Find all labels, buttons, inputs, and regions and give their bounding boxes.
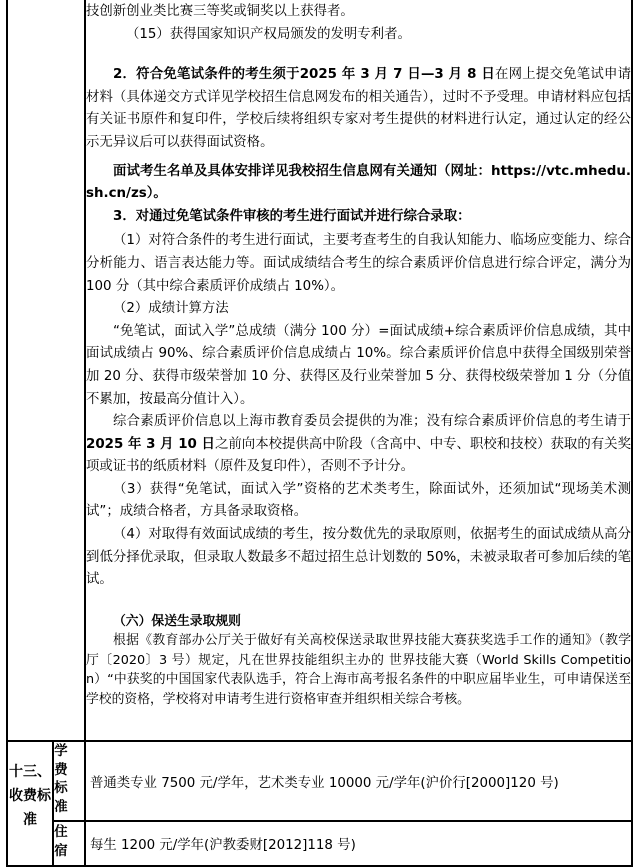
paragraph-item-15: （15）获得国家知识产权局颁发的发明专利者。 <box>126 26 411 42</box>
paragraph-4-text: 3．对通过免笔试条件审核的考生进行面试并进行综合录取： <box>113 208 471 224</box>
section-heading-6-text: （六）保送生录取规则 <box>113 613 241 629</box>
paragraph-5: （1）对符合条件的考生进行面试，主要考查考生的自我认知能力、临场应变能力、综合分析能力、语言表达能力等。面试成绩结合考生的综合素质评价信息进行综合评定，满分为 100 分（其中综合素质评价成绩占 10%）。 <box>86 233 631 294</box>
tuition-label: 学费标准 <box>54 744 68 815</box>
lodging-value: 每生 1200 元/学年(沪教委财[2012]118 号) <box>90 838 356 853</box>
section-heading-6 <box>86 612 631 632</box>
paragraph-7: “免笔试，面试入学”总成绩（满分 100 分）=面试成绩+综合素质评价信息成绩，其中面试成绩占 90%、综合素质评价信息成绩占 10%。综合素质评价信息中获得全国级别荣誉加 20 分、获得市级荣誉加 10 分、获得区及行业荣誉加 5 分、获得校级荣誉加 1 分（分值不累加，按最高分值计入）。 <box>86 323 631 407</box>
paragraph-12: 根据《教育部办公厅关于做好有关高校保送录取世界技能大赛获奖选手工作的通知》（教学厅〔2020〕3 号）规定，凡在世界技能组织主办的 世界技能大赛（World Skills Competition）“中获奖的中国国家代表队选手，符合上海市高考报名条件的中职应届毕业生，可申请保送至学校的资格，学校将对申请考生进行资格审查并组织相关综合考核。 <box>86 633 631 707</box>
paragraph-6: （2）成绩计算方法 <box>113 301 229 317</box>
paragraph-8-text: 之前向本校提供高中阶段（含高中、中专、职校和技校）获取的有关奖项或证书的纸质材料（原件及复印件），否则不予计分。 <box>86 436 631 475</box>
paragraph-2-lead: 2．符合免笔试条件的考生须于 <box>113 67 300 83</box>
paragraph-2 <box>86 64 631 154</box>
paragraph-8-date: 2025 年 3 月 10 日 <box>86 436 215 452</box>
tuition-value: 普通类专业 7500 元/学年，艺术类专业 10000 元/学年(沪价行[2000]120 号) <box>90 775 559 791</box>
paragraph-line-1: 技创新创业类比赛三等奖或铜奖以上获得者。 <box>86 4 354 19</box>
paragraph-8-lead: 综合素质评价信息以上海市教育委员会提供的为准；没有综合素质评价信息的考生请于 <box>113 414 631 430</box>
paragraph-3-text: 面试考生名单及具体安排详见我校招生信息网有关通知（网址：https://vtc.mhedu.sh.cn/zs）。 <box>86 163 631 202</box>
paragraph-3 <box>86 161 631 206</box>
body-text <box>86 0 631 709</box>
fee-section-label: 十三、收费标准 <box>9 764 51 828</box>
table-border-bottom <box>6 865 632 867</box>
paragraph-9: （3）获得“免笔试，面试入学”资格的艺术类考生，除面试外，还须加试“现场美术测试”；成绩合格者，方具备录取资格。 <box>86 481 631 520</box>
paragraph-4 <box>86 206 631 229</box>
lodging-label: 住宿 <box>54 825 68 859</box>
paragraph-8 <box>86 411 631 479</box>
paragraph-2-text: 在网上提交免笔试申请材料（具体递交方式详见学校招生信息网发布的相关通告），过时不予受理。申请材料应包括有关证书原件和复印件，学校后续将组织专家对考生提供的材料进行认定，通过认定的经公示无异议后可以获得面试资格。 <box>86 67 631 150</box>
paragraph-2-date: 2025 年 3 月 7 日—3 月 8 日 <box>299 67 495 83</box>
paragraph-10: （4）对取得有效面试成绩的考生，按分数优先的录取原则，依据考生的面试成绩从高分到低分择优录取，但录取人数最多不超过招生总计划数的 50%，未被录取者可参加后续的笔试。 <box>86 527 631 588</box>
table-border-right <box>631 0 633 867</box>
table-border-left <box>6 0 8 867</box>
